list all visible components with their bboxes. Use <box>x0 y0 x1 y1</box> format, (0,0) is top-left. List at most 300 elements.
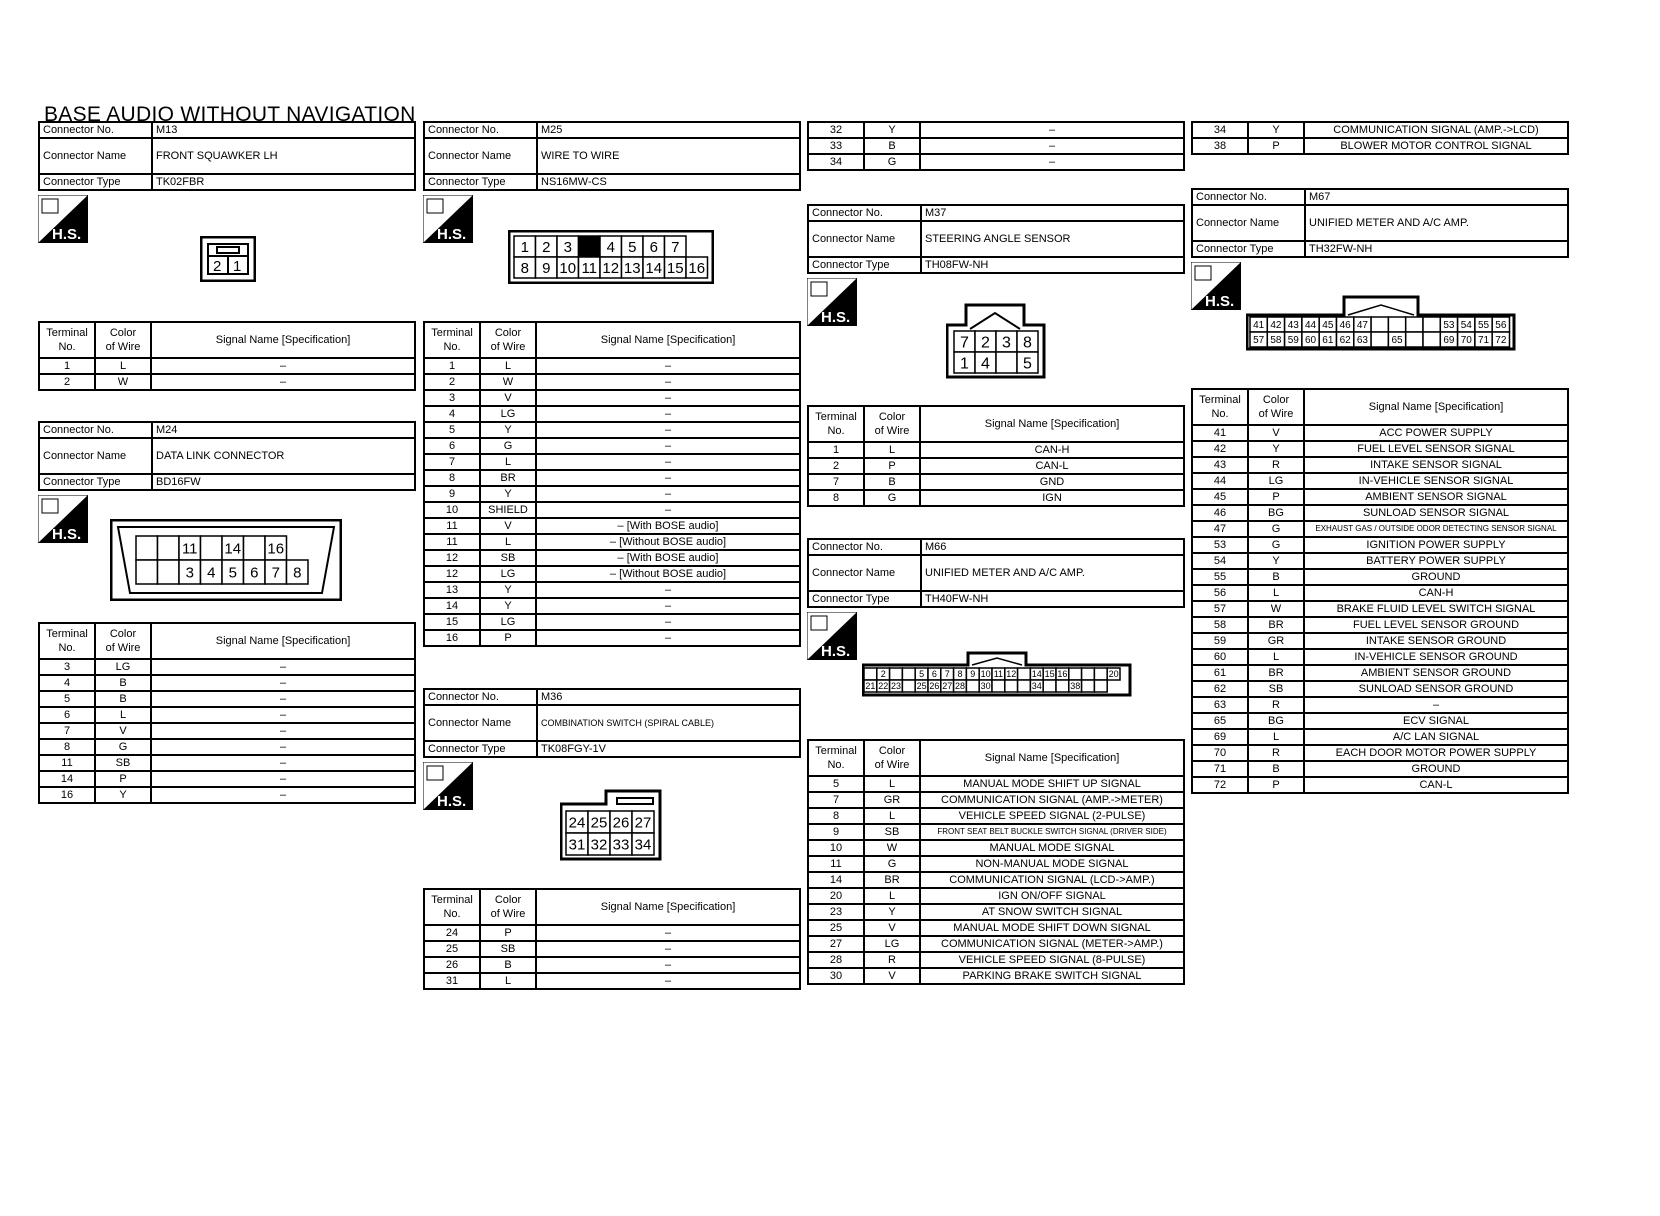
signal-cell: – <box>536 614 800 630</box>
terminal-cell: 71 <box>1192 761 1248 777</box>
signal-cell: – <box>536 422 800 438</box>
terminal-cell: 20 <box>808 888 864 904</box>
wire-color-cell: BR <box>864 872 920 888</box>
harness-side-icon <box>807 612 857 660</box>
wire-color-cell: BR <box>480 470 536 486</box>
terminal-cell: 63 <box>1192 697 1248 713</box>
table-row <box>808 808 1184 824</box>
table-row <box>39 675 415 691</box>
pin-label: 12 <box>1006 669 1017 680</box>
pin-table-m36-continued <box>807 121 1185 171</box>
signal-cell: GROUND <box>1304 761 1568 777</box>
wire-color-cell: V <box>864 920 920 936</box>
header-color: Color <box>109 327 137 339</box>
harness-side-icon <box>1191 262 1241 310</box>
table-header-row <box>808 406 1184 442</box>
wire-color-cell: B <box>1248 761 1304 777</box>
signal-cell: BRAKE FLUID LEVEL SWITCH SIGNAL <box>1304 601 1568 617</box>
header-terminal: Terminal <box>46 628 88 640</box>
pin-cavity <box>966 680 979 692</box>
wire-color-cell: LG <box>95 659 151 675</box>
signal-cell: – <box>151 691 415 707</box>
table-row <box>808 952 1184 968</box>
label-conn-no: Connector No. <box>39 122 152 138</box>
hs-label: H.S. <box>1205 293 1235 310</box>
table-row <box>39 771 415 787</box>
terminal-cell: 4 <box>424 406 480 422</box>
signal-cell: – <box>151 374 415 390</box>
table-row <box>39 787 415 803</box>
table-row <box>808 840 1184 856</box>
table-row <box>1192 473 1568 489</box>
connector-face-m67 <box>1246 295 1516 351</box>
pin-label: 2 <box>981 334 990 352</box>
pin-label: 5 <box>228 564 237 582</box>
table-row <box>424 973 800 989</box>
header-no: No. <box>1211 408 1229 420</box>
pin-cavity <box>1406 332 1423 347</box>
label-conn-name: Connector Name <box>424 138 537 174</box>
signal-cell: – <box>920 122 1184 138</box>
label-conn-name: Connector Name <box>808 221 921 257</box>
connector-type: TK08FGY-1V <box>537 741 800 757</box>
terminal-cell: 26 <box>424 957 480 973</box>
pin-label: 43 <box>1287 320 1299 332</box>
label-conn-type: Connector Type <box>1192 241 1305 257</box>
connector-face-m66 <box>862 651 1132 697</box>
wire-color-cell: R <box>864 952 920 968</box>
table-row <box>39 659 415 675</box>
pin-rows <box>1192 425 1568 793</box>
connector-name: FRONT SQUAWKER LH <box>152 138 415 174</box>
header-signal: Signal Name [Specification] <box>1304 389 1568 425</box>
wire-color-cell: G <box>480 438 536 454</box>
table-row <box>808 458 1184 474</box>
table-row <box>1192 633 1568 649</box>
wire-color-cell: Y <box>864 122 920 138</box>
label-conn-type: Connector Type <box>808 591 921 607</box>
wire-color-cell: V <box>95 723 151 739</box>
table-row <box>1192 489 1568 505</box>
signal-cell: – [With BOSE audio] <box>536 550 800 566</box>
wire-color-cell: L <box>480 534 536 550</box>
wire-color-cell: R <box>1248 745 1304 761</box>
pin-label: 7 <box>960 334 969 352</box>
wire-color-cell: L <box>1248 729 1304 745</box>
signal-cell: NON-MANUAL MODE SIGNAL <box>920 856 1184 872</box>
wire-color-cell: G <box>95 739 151 755</box>
pin-label: 20 <box>1108 669 1119 680</box>
wire-color-cell: P <box>1248 489 1304 505</box>
wire-color-cell: L <box>1248 585 1304 601</box>
pin-cavity <box>201 536 223 560</box>
terminal-cell: 5 <box>424 422 480 438</box>
pin-cavity <box>1423 317 1440 332</box>
table-row <box>808 474 1184 490</box>
pin-cavity <box>1371 317 1388 332</box>
wire-color-cell: B <box>95 691 151 707</box>
hs-label: H.S. <box>437 793 467 810</box>
label-conn-no: Connector No. <box>808 205 921 221</box>
connector-name: WIRE TO WIRE <box>537 138 800 174</box>
pin-label: 4 <box>981 355 990 373</box>
terminal-cell: 38 <box>1192 138 1248 154</box>
pin-label: 3 <box>1002 334 1011 352</box>
pin-label: 9 <box>970 669 976 680</box>
table-row <box>39 739 415 755</box>
wire-color-cell: G <box>864 490 920 506</box>
hs-label: H.S. <box>437 226 467 243</box>
wire-color-cell: L <box>480 454 536 470</box>
terminal-cell: 9 <box>808 824 864 840</box>
pin-label: 53 <box>1443 320 1455 332</box>
pin-label: 8 <box>520 259 529 277</box>
table-row <box>424 390 800 406</box>
label-conn-no: Connector No. <box>1192 189 1305 205</box>
terminal-cell: 2 <box>424 374 480 390</box>
wire-color-cell: R <box>1248 697 1304 713</box>
table-row <box>424 486 800 502</box>
connector-type: BD16FW <box>152 474 415 490</box>
terminal-cell: 8 <box>808 808 864 824</box>
pin-cavity <box>1082 668 1095 680</box>
signal-cell: IGN ON/OFF SIGNAL <box>920 888 1184 904</box>
pin-label: 7 <box>671 238 680 256</box>
m24-pin-grid <box>136 536 308 584</box>
table-row <box>1192 457 1568 473</box>
pin-label: 16 <box>267 540 285 558</box>
table-row <box>1192 729 1568 745</box>
wire-color-cell: LG <box>480 566 536 582</box>
table-row <box>424 502 800 518</box>
pin-label: 5 <box>1023 355 1032 373</box>
m67-pin-grid <box>1250 317 1510 347</box>
signal-cell: FUEL LEVEL SENSOR SIGNAL <box>1304 441 1568 457</box>
pin-rows <box>424 358 800 646</box>
signal-cell: ECV SIGNAL <box>1304 713 1568 729</box>
pin-cavity <box>890 668 903 680</box>
terminal-cell: 65 <box>1192 713 1248 729</box>
terminal-cell: 58 <box>1192 617 1248 633</box>
pin-cavity <box>1069 668 1082 680</box>
header-terminal: Terminal <box>431 894 473 906</box>
pin-label: 4 <box>207 564 216 582</box>
wire-color-cell: Y <box>480 598 536 614</box>
table-row <box>808 872 1184 888</box>
wire-color-cell: BG <box>1248 505 1304 521</box>
label-conn-type: Connector Type <box>39 474 152 490</box>
wire-color-cell: B <box>864 138 920 154</box>
table-row <box>1192 681 1568 697</box>
terminal-cell: 33 <box>808 138 864 154</box>
pin-label: 44 <box>1304 320 1317 332</box>
pin-label: 8 <box>1023 334 1032 352</box>
table-row <box>1192 537 1568 553</box>
table-row <box>808 936 1184 952</box>
signal-cell: AMBIENT SENSOR SIGNAL <box>1304 489 1568 505</box>
pin-cavity <box>1018 680 1031 692</box>
pin-label: 33 <box>612 836 630 854</box>
wire-color-cell: L <box>95 707 151 723</box>
label-conn-no: Connector No. <box>424 689 537 705</box>
table-row <box>1192 601 1568 617</box>
pin-table-m25 <box>423 321 801 647</box>
pin-label: 32 <box>590 836 608 854</box>
table-row <box>424 566 800 582</box>
connector-face-m25 <box>508 230 714 284</box>
terminal-cell: 45 <box>1192 489 1248 505</box>
terminal-cell: 3 <box>424 390 480 406</box>
wire-color-cell: BG <box>1248 713 1304 729</box>
terminal-cell: 56 <box>1192 585 1248 601</box>
signal-cell: FUEL LEVEL SENSOR GROUND <box>1304 617 1568 633</box>
pin-label: 38 <box>1070 681 1081 692</box>
table-row <box>1192 521 1568 537</box>
table-row <box>808 888 1184 904</box>
header-signal: Signal Name [Specification] <box>920 740 1184 776</box>
terminal-cell: 7 <box>39 723 95 739</box>
pin-cavity <box>902 680 915 692</box>
m36-pin-grid <box>566 811 654 855</box>
connector-type: TK02FBR <box>152 174 415 190</box>
table-row <box>424 925 800 941</box>
table-row <box>424 582 800 598</box>
table-row <box>1192 441 1568 457</box>
table-row <box>1192 585 1568 601</box>
terminal-cell: 6 <box>39 707 95 723</box>
hs-label: H.S. <box>52 226 82 243</box>
wire-color-cell: G <box>1248 521 1304 537</box>
table-row <box>1192 617 1568 633</box>
pin-cavity <box>136 560 158 584</box>
pin-label: 10 <box>559 259 577 277</box>
terminal-cell: 42 <box>1192 441 1248 457</box>
table-row <box>424 374 800 390</box>
terminal-cell: 14 <box>39 771 95 787</box>
connector-number: M66 <box>921 539 1184 555</box>
signal-cell: – <box>151 771 415 787</box>
connector-m25-header <box>423 121 801 191</box>
signal-cell: CAN-L <box>920 458 1184 474</box>
signal-cell: AMBIENT SENSOR GROUND <box>1304 665 1568 681</box>
pin-label: 8 <box>957 669 963 680</box>
terminal-cell: 12 <box>424 566 480 582</box>
pin-label: 6 <box>649 238 658 256</box>
pin-rows <box>39 659 415 803</box>
pin-label: 4 <box>606 238 615 256</box>
terminal-cell: 16 <box>39 787 95 803</box>
signal-cell: – <box>536 973 800 989</box>
signal-cell: – <box>151 787 415 803</box>
wire-color-cell: V <box>864 968 920 984</box>
signal-cell: GND <box>920 474 1184 490</box>
header-no: No. <box>443 908 461 920</box>
pin-rows <box>424 925 800 989</box>
pin-label: 5 <box>919 669 925 680</box>
table-row <box>424 438 800 454</box>
pin-cavity <box>579 236 601 257</box>
pin-label: 63 <box>1356 335 1369 347</box>
pin-label: 65 <box>1391 335 1403 347</box>
table-row <box>1192 553 1568 569</box>
pin-cavity <box>1371 332 1388 347</box>
pin-table-m66 <box>807 739 1185 985</box>
connector-name: UNIFIED METER AND A/C AMP. <box>1305 205 1568 241</box>
pin-cavity <box>902 668 915 680</box>
terminal-cell: 2 <box>808 458 864 474</box>
terminal-cell: 32 <box>808 122 864 138</box>
terminal-cell: 27 <box>808 936 864 952</box>
terminal-cell: 57 <box>1192 601 1248 617</box>
terminal-cell: 60 <box>1192 649 1248 665</box>
table-row <box>424 454 800 470</box>
label-conn-type: Connector Type <box>39 174 152 190</box>
label-conn-type: Connector Type <box>424 741 537 757</box>
signal-cell: VEHICLE SPEED SIGNAL (8-PULSE) <box>920 952 1184 968</box>
terminal-cell: 44 <box>1192 473 1248 489</box>
wire-color-cell: B <box>864 474 920 490</box>
header-of-wire: of Wire <box>490 341 526 353</box>
header-terminal: Terminal <box>815 411 857 423</box>
terminal-cell: 30 <box>808 968 864 984</box>
wire-color-cell: Y <box>1248 122 1304 138</box>
wire-color-cell: SB <box>95 755 151 771</box>
pin-label: 3 <box>563 238 572 256</box>
pin-label: 59 <box>1287 335 1299 347</box>
wire-color-cell: P <box>1248 777 1304 793</box>
table-row <box>424 598 800 614</box>
pin-label: 60 <box>1304 335 1317 347</box>
connector-type: TH32FW-NH <box>1305 241 1568 257</box>
header-signal: Signal Name [Specification] <box>151 322 415 358</box>
terminal-cell: 2 <box>39 374 95 390</box>
pin-rows <box>1192 122 1568 154</box>
signal-cell: – <box>1304 697 1568 713</box>
table-row <box>808 856 1184 872</box>
terminal-cell: 10 <box>424 502 480 518</box>
harness-side-icon <box>38 495 88 543</box>
signal-cell: EACH DOOR MOTOR POWER SUPPLY <box>1304 745 1568 761</box>
pin-cavity <box>158 560 180 584</box>
signal-cell: BLOWER MOTOR CONTROL SIGNAL <box>1304 138 1568 154</box>
table-row <box>424 614 800 630</box>
pin-label: 27 <box>942 681 953 692</box>
terminal-cell: 62 <box>1192 681 1248 697</box>
table-row <box>808 776 1184 792</box>
connector-number: M25 <box>537 122 800 138</box>
wire-color-cell: SB <box>480 550 536 566</box>
pin-label: 7 <box>271 564 280 582</box>
label-conn-name: Connector Name <box>808 555 921 591</box>
pin-label: 15 <box>666 259 684 277</box>
pin-label: 47 <box>1356 320 1369 332</box>
pin-label: 34 <box>634 836 652 854</box>
pin-label: 10 <box>980 669 991 680</box>
terminal-cell: 47 <box>1192 521 1248 537</box>
table-row <box>808 490 1184 506</box>
terminal-cell: 69 <box>1192 729 1248 745</box>
pin-table-m13 <box>38 321 416 391</box>
header-terminal: Terminal <box>815 745 857 757</box>
pin-label: 58 <box>1270 335 1282 347</box>
hs-label: H.S. <box>52 526 82 543</box>
table-header-row <box>808 740 1184 776</box>
pin-cavity <box>864 668 877 680</box>
table-row <box>424 422 800 438</box>
terminal-cell: 43 <box>1192 457 1248 473</box>
pin-cavity <box>992 680 1005 692</box>
pin-label: 25 <box>916 681 927 692</box>
signal-cell: A/C LAN SIGNAL <box>1304 729 1568 745</box>
pin-label: 1 <box>520 238 529 256</box>
connector-face-m37 <box>946 303 1046 379</box>
signal-cell: COMMUNICATION SIGNAL (AMP.->METER) <box>920 792 1184 808</box>
table-row <box>39 723 415 739</box>
pin-label: 5 <box>628 238 637 256</box>
wire-color-cell: R <box>1248 457 1304 473</box>
table-row <box>1192 569 1568 585</box>
pin-label: 31 <box>568 836 586 854</box>
terminal-cell: 14 <box>424 598 480 614</box>
terminal-cell: 1 <box>39 358 95 374</box>
pin-label: 15 <box>1044 669 1055 680</box>
table-row <box>424 941 800 957</box>
connector-m67-header <box>1191 188 1569 258</box>
pin-label: 2 <box>880 669 886 680</box>
pin-label: 25 <box>590 814 608 832</box>
signal-cell: CAN-L <box>1304 777 1568 793</box>
pin-label: 24 <box>568 814 586 832</box>
label-conn-name: Connector Name <box>424 705 537 741</box>
wire-color-cell: W <box>864 840 920 856</box>
pin-label: 14 <box>645 259 663 277</box>
wire-color-cell: Y <box>1248 553 1304 569</box>
pin-cavity <box>158 536 180 560</box>
wire-color-cell: P <box>864 458 920 474</box>
wire-color-cell: V <box>480 518 536 534</box>
m25-pin-grid <box>514 236 708 278</box>
table-row <box>39 691 415 707</box>
signal-cell: – <box>151 755 415 771</box>
table-row <box>808 904 1184 920</box>
terminal-cell: 70 <box>1192 745 1248 761</box>
table-row <box>1192 138 1568 154</box>
signal-cell: BATTERY POWER SUPPLY <box>1304 553 1568 569</box>
pin-table-m66-continued <box>1191 121 1569 155</box>
terminal-cell: 55 <box>1192 569 1248 585</box>
terminal-cell: 34 <box>1192 122 1248 138</box>
terminal-cell: 6 <box>424 438 480 454</box>
header-color: Color <box>494 894 522 906</box>
header-color: Color <box>878 745 906 757</box>
signal-cell: – <box>536 598 800 614</box>
terminal-cell: 7 <box>808 474 864 490</box>
signal-cell: CAN-H <box>920 442 1184 458</box>
pin-cavity <box>1388 317 1405 332</box>
label-conn-no: Connector No. <box>424 122 537 138</box>
signal-cell: – <box>151 739 415 755</box>
pin-label: 42 <box>1270 320 1282 332</box>
table-row <box>39 755 415 771</box>
connector-type: TH08FW-NH <box>921 257 1184 273</box>
terminal-cell: 31 <box>424 973 480 989</box>
header-color: Color <box>878 411 906 423</box>
pin-label: 26 <box>929 681 940 692</box>
pin-label: 1 <box>233 258 242 275</box>
terminal-cell: 46 <box>1192 505 1248 521</box>
wire-color-cell: BR <box>1248 617 1304 633</box>
wire-color-cell: B <box>480 957 536 973</box>
